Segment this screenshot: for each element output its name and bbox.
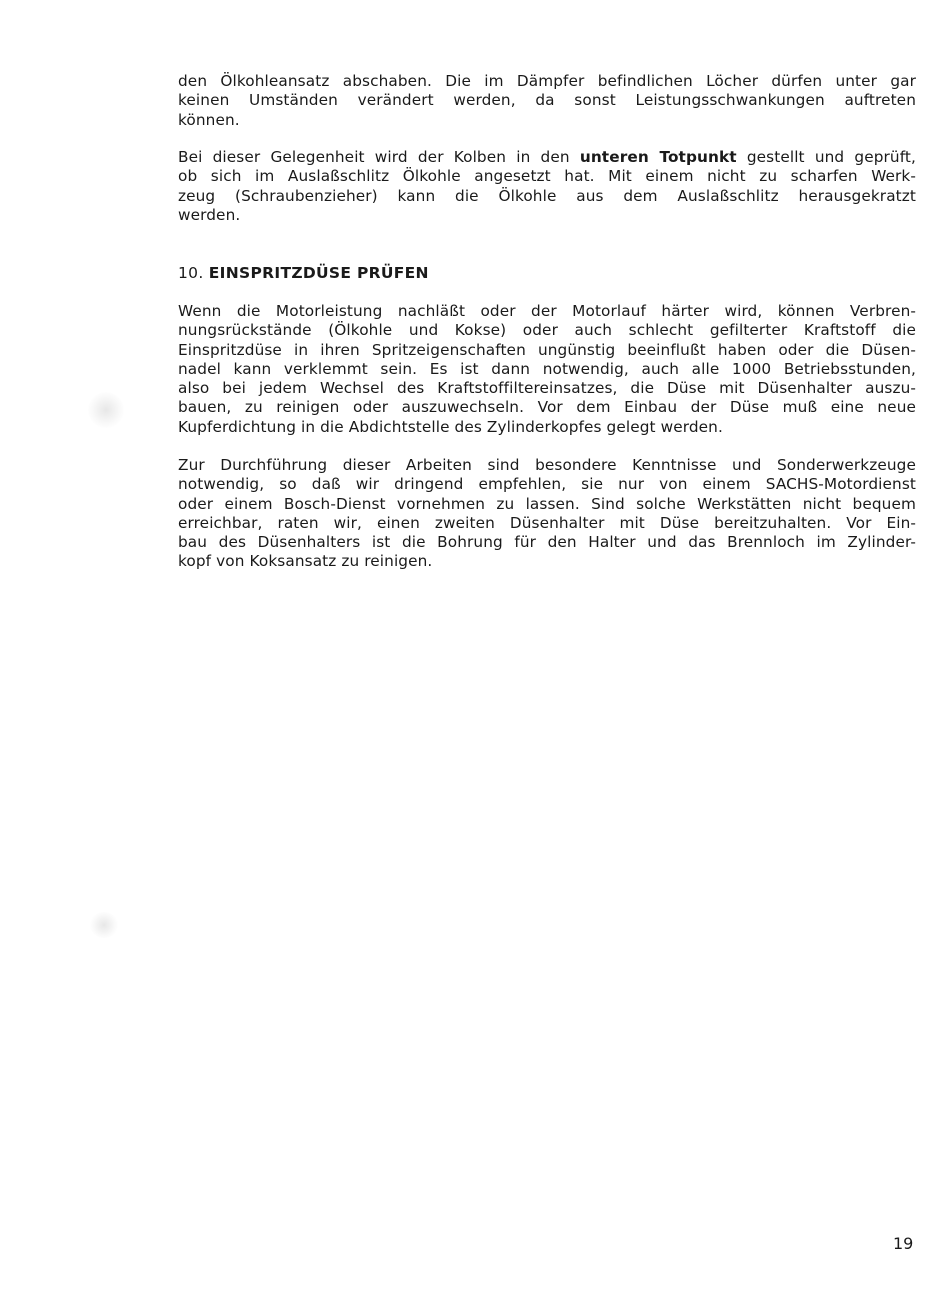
text-line: zeug (Schraubenzieher) kann die Ölkohle aus dem Auslaßschlitz herausgekratzt: [178, 186, 916, 205]
text-line: notwendig, so daß wir dringend empfehlen, sie nur von einem SACHS-Motordienst: [178, 475, 916, 494]
text-line: nadel kann verklemmt sein. Es ist dann notwendig, auch alle 1000 Betriebsstunden,: [178, 359, 916, 378]
section-number: 10.: [178, 264, 204, 282]
text-line: können.: [178, 110, 240, 129]
text-line: werden.: [178, 205, 241, 224]
text-line: bau des Düsenhalters ist die Bohrung für den Halter und das Brennloch im Zylinder-: [178, 533, 916, 552]
text-segment: Bei dieser Gelegenheit wird der Kolben in den: [178, 148, 580, 166]
scan-smudge: [90, 912, 118, 938]
paragraph-bottom-dead-center: [178, 148, 916, 225]
text-line: [178, 148, 916, 167]
emphasis-text: unteren Totpunkt: [579, 148, 737, 166]
text-line: ob sich im Auslaßschlitz Ölkohle angesetzt hat. Mit einem nicht zu scharfen Werk-: [178, 167, 916, 186]
text-line: nungsrückstände (Ölkohle und Kokse) oder auch schlecht gefilterter Kraftstoff die: [178, 321, 916, 340]
paragraph-service-recommendation: [178, 456, 916, 572]
paragraph-injector-check: [178, 302, 916, 437]
paragraph-oil-carbon-removal: [178, 72, 916, 130]
section-heading: [178, 263, 429, 283]
text-line: bauen, zu reinigen oder auszuwechseln. Vor dem Einbau der Düse muß eine neue: [178, 398, 916, 417]
text-line: Zur Durchführung dieser Arbeiten sind besondere Kenntnisse und Sonderwerkzeuge: [178, 456, 916, 474]
text-segment: gestellt und geprüft,: [736, 148, 916, 166]
section-title: EINSPRITZDÜSE PRÜFEN: [208, 264, 429, 282]
text-line: Kupferdichtung in die Abdichtstelle des Zylinderkopfes gelegt werden.: [178, 417, 723, 436]
page-number: 19: [893, 1234, 914, 1253]
text-line: also bei jedem Wechsel des Kraftstoffiltereinsatzes, die Düse mit Düsenhalter auszu-: [178, 379, 916, 398]
text-line: den Ölkohleansatz abschaben. Die im Dämpfer befindlichen Löcher dürfen unter gar: [178, 72, 916, 90]
text-line: Einspritzdüse in ihren Spritzeigenschaften ungünstig beeinflußt haben oder die Düsen-: [178, 340, 916, 359]
text-line: keinen Umständen verändert werden, da sonst Leistungsschwankungen auftreten: [178, 91, 916, 110]
text-line: Wenn die Motorleistung nachläßt oder der Motorlauf härter wird, können Verbren-: [178, 302, 916, 320]
scan-smudge: [88, 392, 124, 428]
text-line: erreichbar, raten wir, einen zweiten Düsenhalter mit Düse bereitzuhalten. Vor Ein-: [178, 513, 916, 532]
text-line: kopf von Koksansatz zu reinigen.: [178, 552, 433, 571]
text-line: oder einem Bosch-Dienst vornehmen zu lassen. Sind solche Werkstätten nicht bequem: [178, 494, 916, 513]
